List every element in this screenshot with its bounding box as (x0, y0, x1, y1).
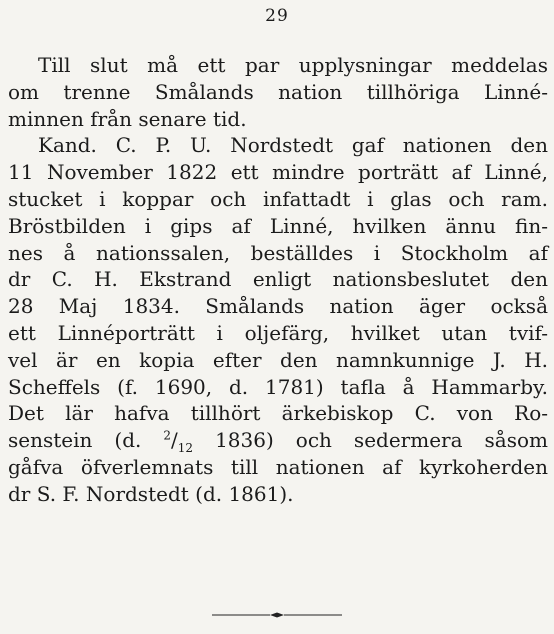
text-line: nes å nationssalen, beställdes i Stockholm af (8, 240, 548, 265)
text-line: minnen från senare tid. (8, 106, 247, 131)
text-fragment: 1836) och sedermera såsom (193, 428, 548, 453)
text-line: Det lär hafva tillhört ärkebiskop C. von Ro- (8, 401, 548, 426)
text-line-with-fraction (8, 427, 548, 454)
page-number: 29 (265, 6, 289, 26)
text-line: dr S. F. Nordstedt (d. 1861). (8, 481, 294, 506)
fraction-denominator: 12 (177, 441, 194, 456)
fraction: $^2/_{12}$ (163, 428, 194, 456)
text-line: Bröstbilden i gips af Linné, hvilken ännu fin- (8, 213, 548, 238)
text-line: dr C. H. Ekstrand enligt nationsbeslutet den (8, 267, 548, 292)
text-line: stucket i koppar och infattadt i glas och ram. (8, 186, 548, 211)
text-line: 11 November 1822 ett mindre porträtt af Linné, (8, 160, 548, 185)
fraction-numerator: 2 (163, 428, 172, 443)
text-line: 28 Maj 1834. Smålands nation äger också (8, 294, 548, 319)
body-text (8, 52, 548, 508)
text-line: ett Linnéporträtt i oljefärg, hvilket utan tvif- (8, 320, 548, 345)
text-line: vel är en kopia efter den namnkunnige J. H. (8, 347, 548, 372)
decorative-rule-ornament (212, 612, 342, 618)
text-line: om trenne Smålands nation tillhöriga Linné- (8, 79, 548, 104)
text-line: gåfva öfverlemnats till nationen af kyrkoherden (8, 454, 548, 479)
text-line: Till slut må ett par upplysningar meddelas (38, 53, 548, 77)
text-line: Kand. C. P. U. Nordstedt gaf nationen den (38, 133, 548, 158)
text-line: Scheffels (f. 1690, d. 1781) tafla å Hammarby. (8, 374, 548, 399)
text-fragment: senstein (d. (8, 428, 164, 453)
